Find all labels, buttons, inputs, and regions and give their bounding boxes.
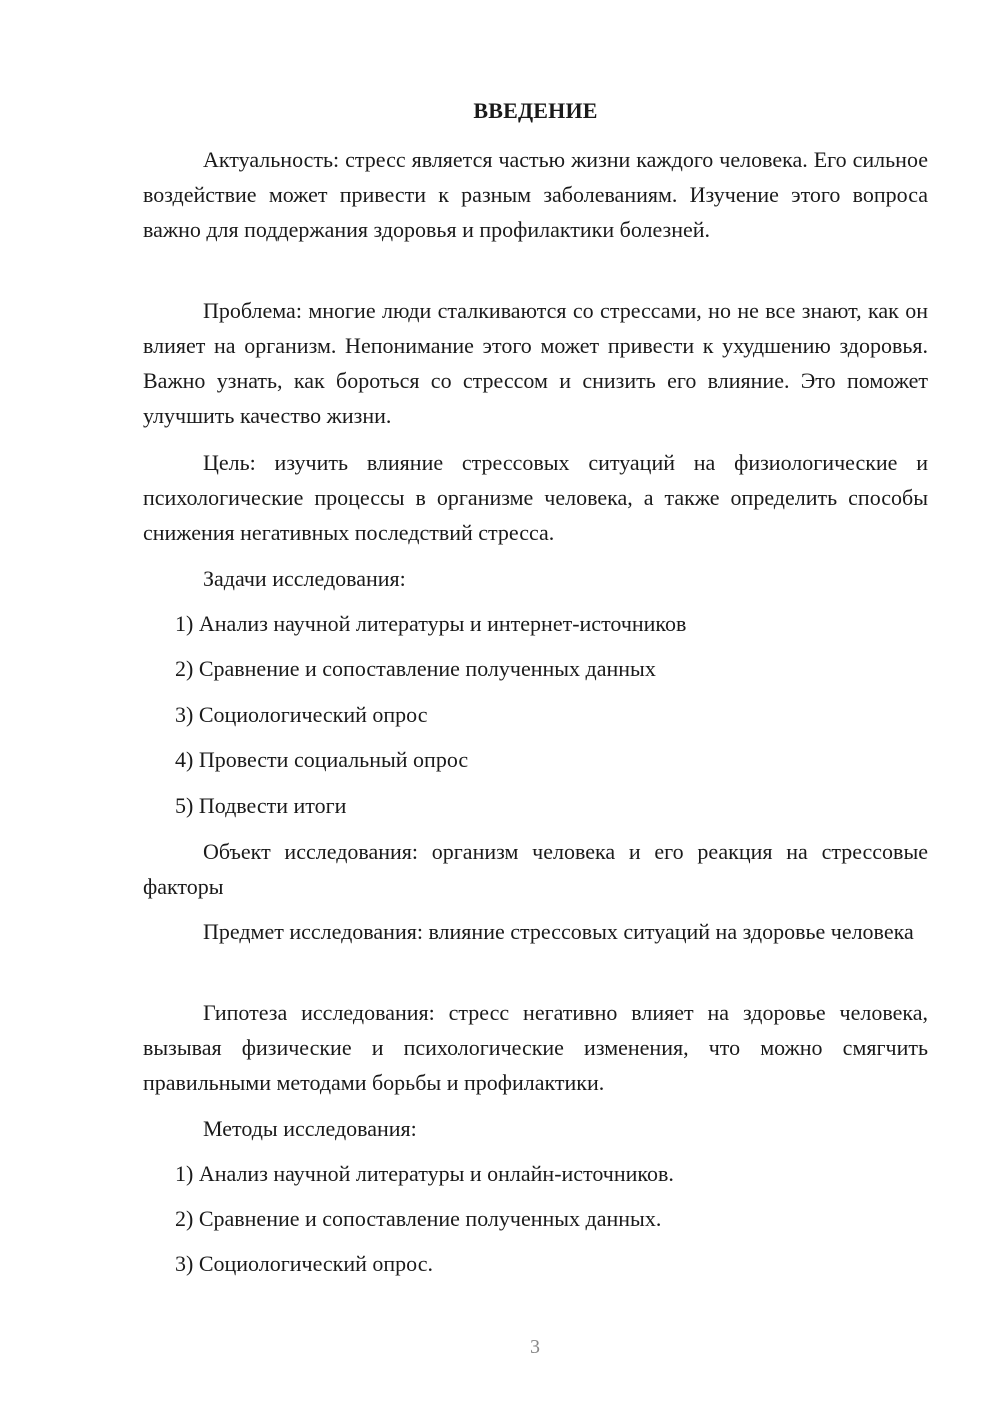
tasks-label: Задачи исследования: — [203, 566, 406, 591]
task-item-2: 2) Сравнение и сопоставление полученных данных — [175, 656, 656, 681]
problem-paragraph: Проблема: многие люди сталкиваются со стрессами, но не все знают, как он влияет на организм. Непонимание этого может привести к ухудшению здоровья. Важно узнать, как бороться со стрессом и снизить его влияние. Это поможет улучшить качество жизни. — [143, 298, 928, 428]
object-paragraph: Объект исследования: организм человека и его реакция на стрессовые факторы — [143, 839, 928, 899]
hypothesis-paragraph: Гипотеза исследования: стресс негативно влияет на здоровье человека, вызывая физические и психологические изменения, что можно смягчить правильными методами борьбы и профилактики. — [143, 1000, 928, 1095]
methods-label: Методы исследования: — [203, 1116, 417, 1141]
relevance-paragraph: Актуальность: стресс является частью жизни каждого человека. Его сильное воздействие может привести к разным заболеваниям. Изучение этого вопроса важно для поддержания здоровья и профилактики болезней. — [143, 147, 928, 242]
task-item-3: 3) Социологический опрос — [175, 702, 428, 727]
page-title: ВВЕДЕНИЕ — [473, 98, 598, 123]
method-item-3: 3) Социологический опрос. — [175, 1251, 433, 1276]
subject-paragraph: Предмет исследования: влияние стрессовых ситуаций на здоровье человека — [203, 919, 914, 944]
page-number: 3 — [530, 1336, 540, 1358]
method-item-2: 2) Сравнение и сопоставление полученных данных. — [175, 1206, 662, 1231]
task-item-1: 1) Анализ научной литературы и интернет-источников — [175, 611, 687, 636]
method-item-1: 1) Анализ научной литературы и онлайн-источников. — [175, 1161, 674, 1186]
task-item-4: 4) Провести социальный опрос — [175, 747, 469, 772]
task-item-5: 5) Подвести итоги — [175, 793, 347, 818]
goal-paragraph: Цель: изучить влияние стрессовых ситуаций на физиологические и психологические процессы в организме человека, а также определить способы снижения негативных последствий стресса. — [143, 450, 928, 545]
